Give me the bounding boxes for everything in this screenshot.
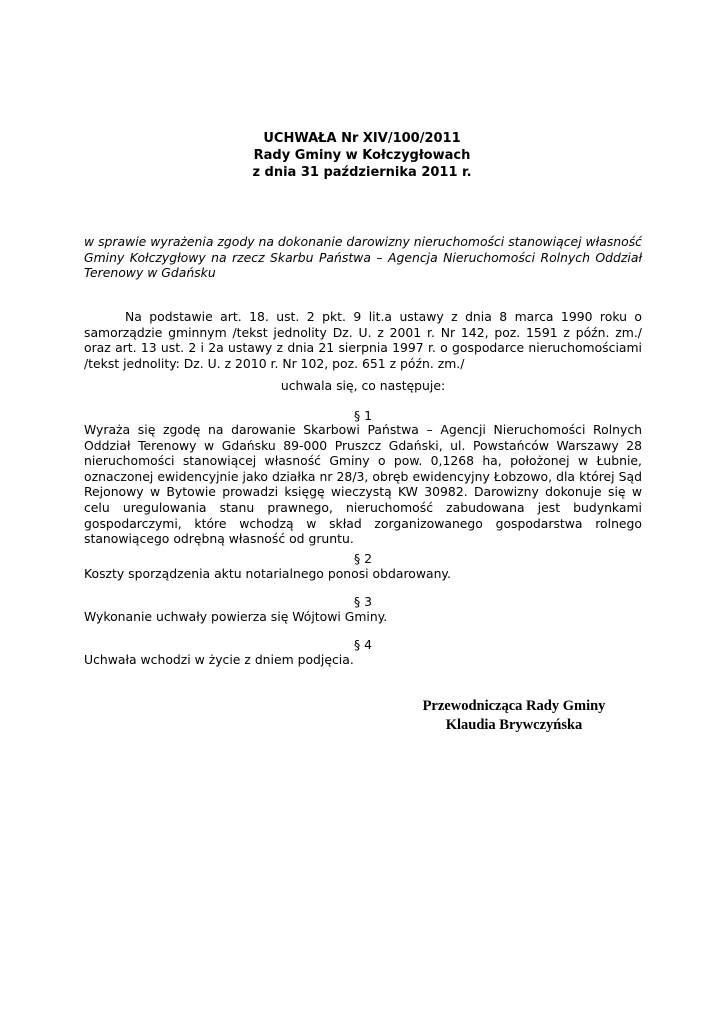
section-4-mark: § 4 bbox=[353, 637, 373, 652]
resolves-line: uchwala się, co następuje: bbox=[280, 378, 446, 393]
section-2-mark: § 2 bbox=[353, 551, 373, 566]
resolution-date: z dnia 31 października 2011 r. bbox=[252, 165, 472, 180]
signature-block bbox=[404, 697, 624, 735]
section-2-text: Koszty sporządzenia aktu notarialnego ponosi obdarowany. bbox=[84, 566, 451, 581]
resolution-council: Rady Gminy w Kołczygłowach bbox=[253, 148, 471, 163]
section-3-text: Wykonanie uchwały powierza się Wójtowi Gminy. bbox=[84, 609, 388, 624]
section-1-text: Wyraża się zgodę na darowanie Skarbowi Państwa – Agencji Nieruchomości Rolnych Oddział Terenowy w Gdańsku 89-000 Pruszcz Gdański, ul. Powstańców Warszawy 28 nieruchomości stanowiącej własność Gminy o pow. 0,1268 ha, położonej w Łubnie, oznaczonej ewidencyjnie jako działka nr 28/3, obręb ewidencyjny Łobzowo, dla której Sąd Rejonowy w Bytowie prowadzi księgę wieczystą KW 30982. Darowizny dokonuje się w celu uregulowania stanu prawnego, nieruchomość zabudowana jest budynkami gospodarczymi, które wchodzą w skład zorganizowanego gospodarstwa rolnego stanowiącego odrębną własność od gruntu. bbox=[84, 422, 642, 547]
section-1-mark: § 1 bbox=[353, 408, 373, 423]
section-4-text: Uchwała wchodzi w życie z dniem podjęcia. bbox=[84, 652, 354, 667]
resolution-header bbox=[0, 130, 724, 181]
signatory-name: Klaudia Brywczyńska bbox=[445, 717, 583, 733]
resolution-number: UCHWAŁA Nr XIV/100/2011 bbox=[263, 131, 461, 146]
resolution-subject: w sprawie wyrażenia zgody na dokonanie darowizny nieruchomości stanowiącej własność Gminy Kołczygłowy na rzecz Skarbu Państwa – Agencja Nieruchomości Rolnych Oddział Terenowy w Gdańsku bbox=[84, 234, 642, 281]
legal-basis-paragraph: Na podstawie art. 18. ust. 2 pkt. 9 lit.a ustawy z dnia 8 marca 1990 roku o samorządzie gminnym /tekst jednolity Dz. U. z 2001 r. Nr 142, poz. 1591 z późn. zm./ oraz art. 13 ust. 2 i 2a ustawy z dnia 21 sierpnia 1997 r. o gospodarce nieruchomościami /tekst jednolity: Dz. U. z 2010 r. Nr 102, poz. 651 z późn. zm./ bbox=[84, 309, 642, 371]
section-3-mark: § 3 bbox=[353, 594, 373, 609]
signatory-title: Przewodnicząca Rady Gminy bbox=[422, 698, 606, 714]
